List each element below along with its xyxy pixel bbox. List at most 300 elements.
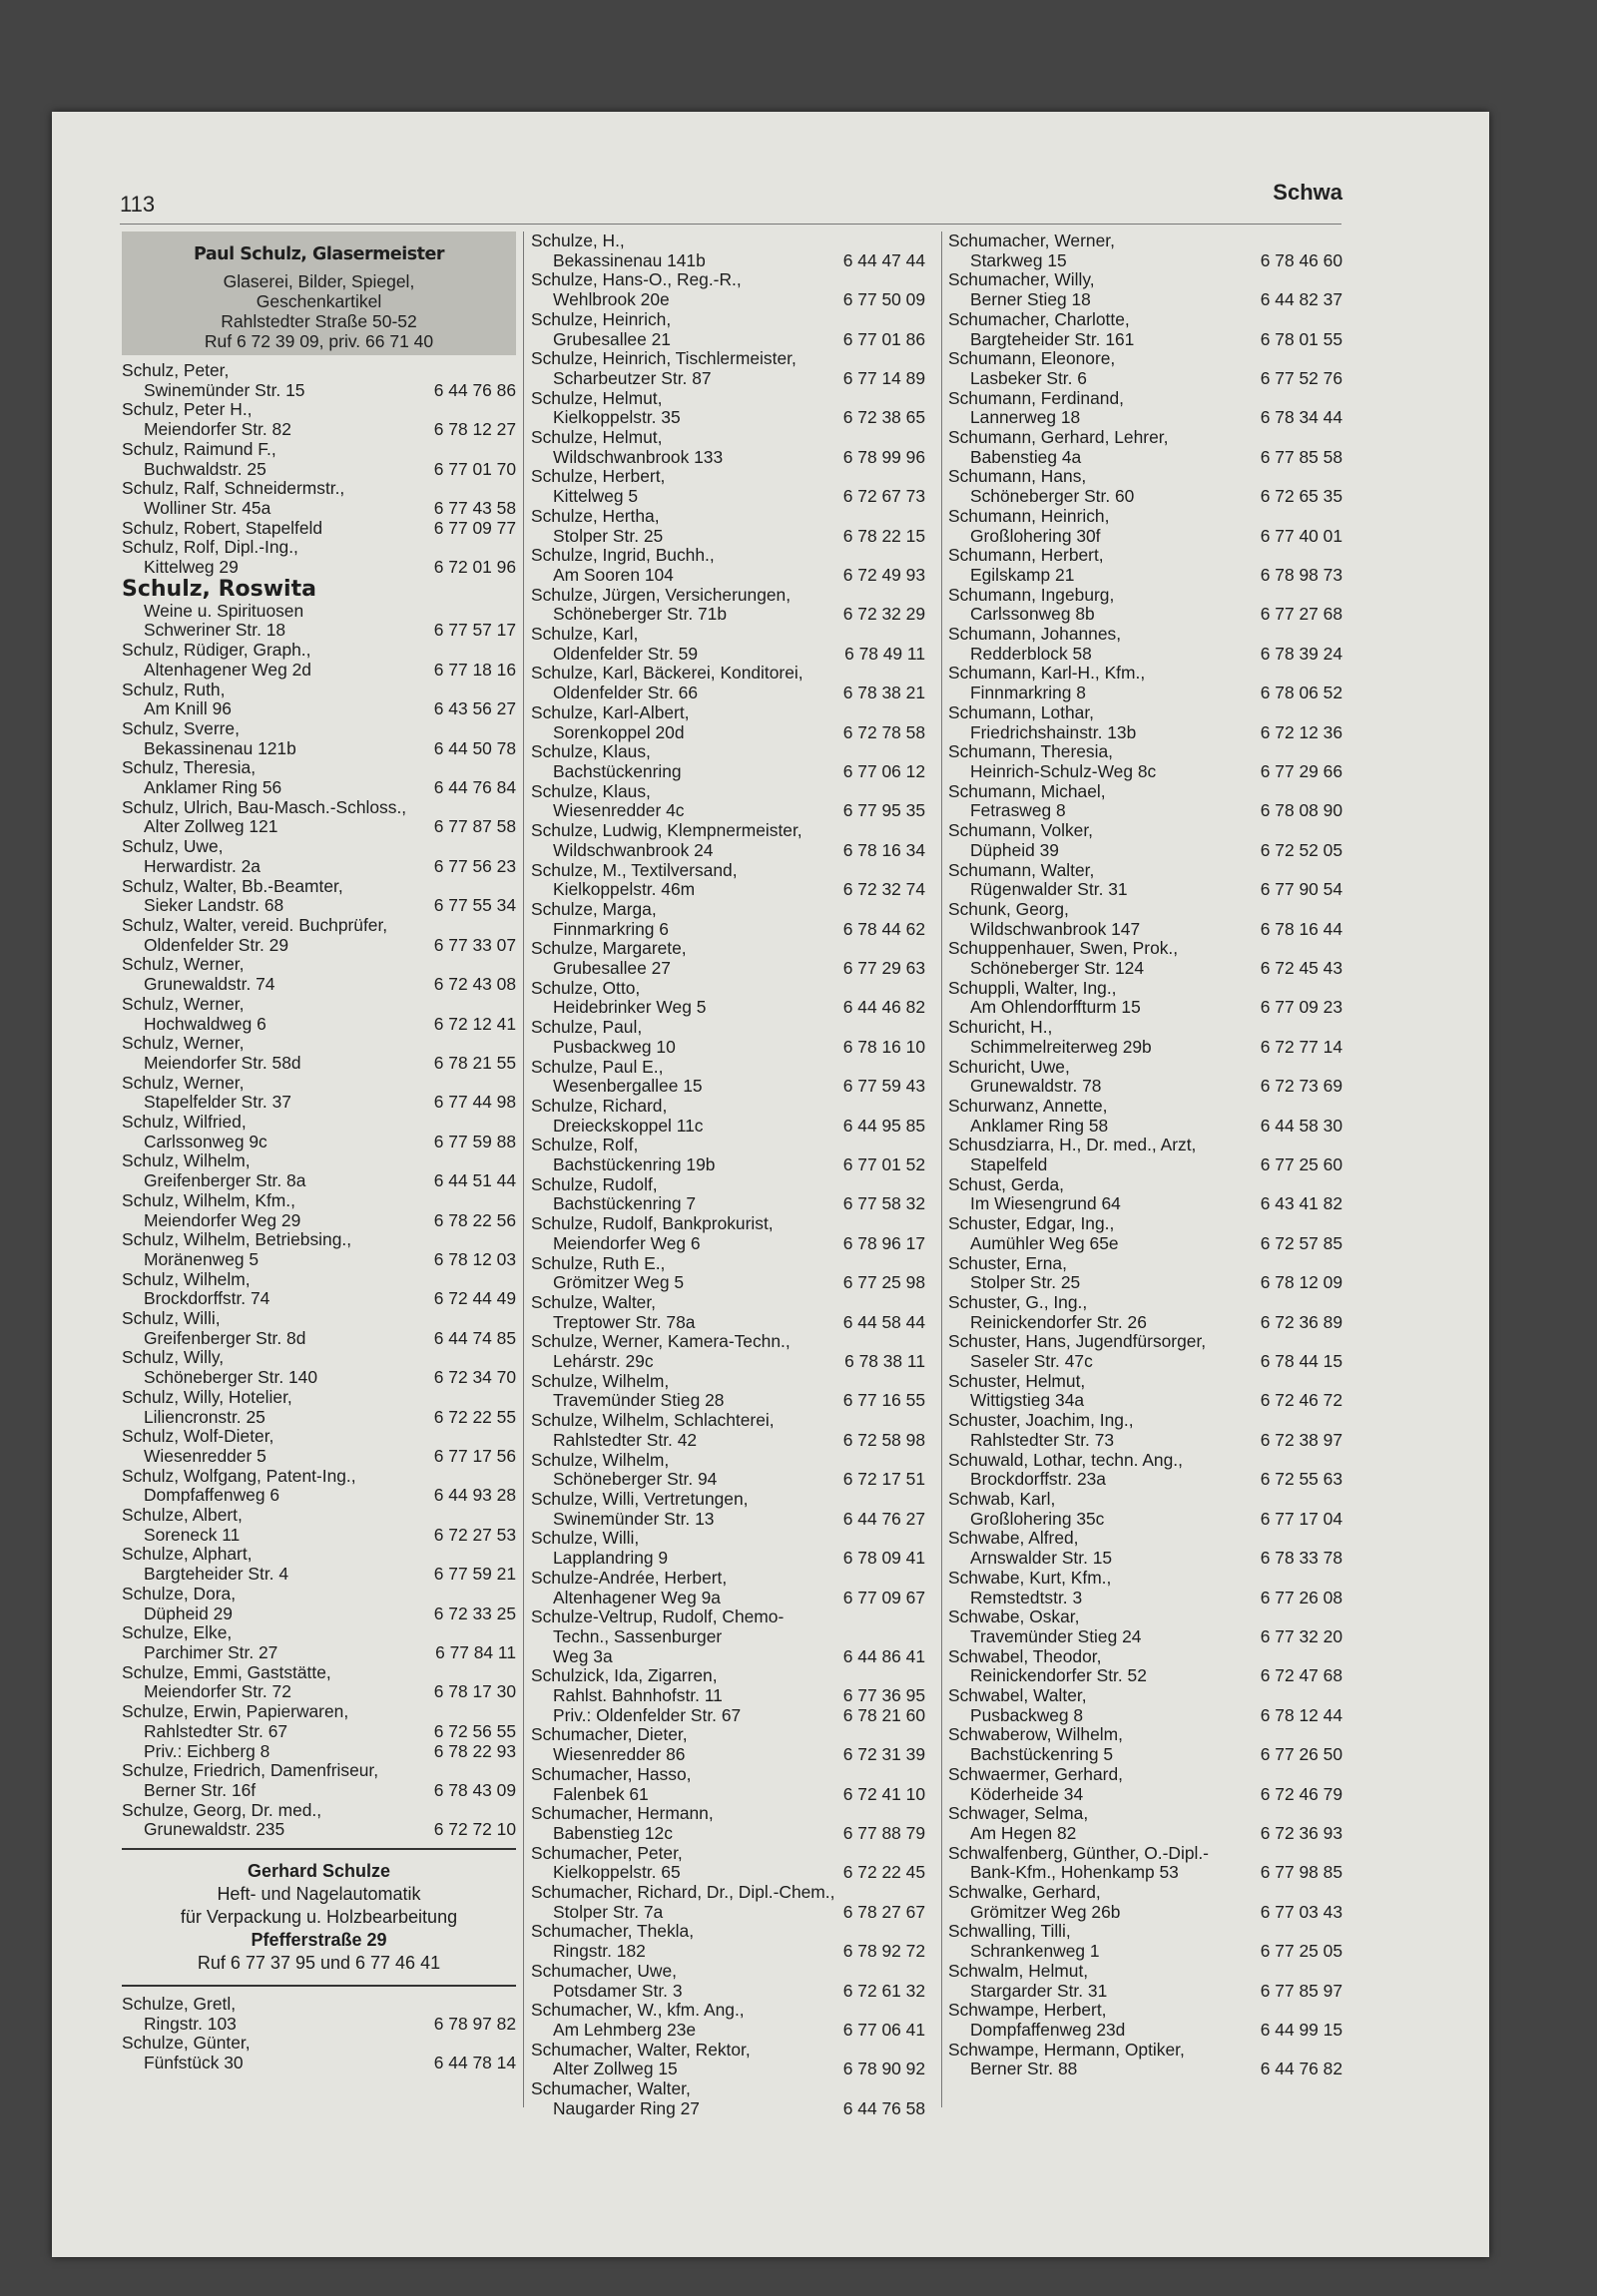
entry-name: Schulze-Veltrup, Rudolf, Chemo- [531, 1607, 785, 1627]
entry-phone: 6 78 21 55 [433, 1052, 516, 1073]
entry-address: Düpheid 29 [144, 1604, 233, 1623]
entry-address: Treptower Str. 78a [553, 1312, 696, 1332]
entry-phone: 6 78 44 15 [1260, 1351, 1342, 1372]
directory-entry [122, 995, 516, 1034]
entry-name: Schulze, H., [531, 231, 625, 250]
entry-phone: 6 72 65 35 [1260, 486, 1342, 507]
entry-name: Schwager, Selma, [948, 1804, 1089, 1824]
entry-name: Schumacher, Werner, [948, 231, 1115, 250]
entry-phone: 6 43 56 27 [433, 698, 516, 719]
entry-address: Kittelweg 5 [553, 487, 639, 507]
entry-name: Schulz, Ralf, Schneidermstr., [122, 479, 345, 499]
entry-phone: 6 72 57 85 [1260, 1232, 1342, 1253]
entry-address: Am Hegen 82 [970, 1823, 1077, 1843]
column-divider [941, 231, 942, 2107]
entry-name: Schulze, Willi, [531, 1529, 640, 1549]
entry-phone: 6 78 33 78 [1260, 1548, 1342, 1569]
entry-name: Schulz, Werner, [122, 1034, 245, 1054]
entry-name: Schulz, Peter H., [122, 400, 253, 420]
directory-entry [531, 625, 925, 664]
entry-phone: 6 72 12 36 [1260, 721, 1342, 742]
column-3 [948, 231, 1342, 2079]
entry-address: Schöneberger Str. 124 [970, 959, 1145, 979]
entry-name: Schumacher, Thekla, [531, 1922, 695, 1942]
entry-phone: 6 77 09 77 [433, 517, 516, 538]
directory-entry [531, 1136, 925, 1174]
entry-phone: 6 77 06 41 [842, 2019, 925, 2040]
entry-address: Reinickendorfer Str. 52 [970, 1666, 1147, 1686]
directory-entry [948, 782, 1342, 821]
ad-line: Glaserei, Bilder, Spiegel, [223, 271, 415, 291]
entry-phone: 6 78 38 21 [842, 683, 925, 703]
entry-phone: 6 44 47 44 [842, 249, 925, 270]
entry-name: Schulze, Georg, Dr. med., [122, 1800, 322, 1820]
directory-entry [948, 1725, 1342, 1764]
entry-phone: 6 77 27 68 [1260, 604, 1342, 625]
entry-name: Schulze, M., Textilversand, [531, 860, 738, 880]
directory-entry [948, 2001, 1342, 2040]
entry-address: Soreneck 11 [144, 1525, 241, 1545]
directory-entry [531, 939, 925, 978]
directory-entry [122, 681, 516, 719]
directory-entry [122, 479, 516, 518]
entry-phone: 6 44 50 78 [433, 737, 516, 758]
entry-phone: 6 77 55 34 [433, 895, 516, 916]
entry-phone: 6 44 76 27 [842, 1508, 925, 1529]
entry-address: Lannerweg 18 [970, 408, 1081, 428]
entry-name: Schuster, Hans, Jugendfürsorger, [948, 1332, 1207, 1352]
entry-name: Schulze, Herbert, [531, 467, 666, 487]
entry-name: Schulz, Uwe, [122, 837, 224, 857]
entry-name: Schulz, Willy, [122, 1348, 225, 1368]
entry-name: Schulze, Hertha, [531, 506, 660, 526]
entry-phone: 6 77 29 63 [842, 958, 925, 979]
entry-name: Schulze, Rolf, [531, 1136, 639, 1155]
entry-phone: 6 44 58 44 [842, 1311, 925, 1332]
directory-entry [948, 231, 1342, 270]
entry-address: Fetrasweg 8 [970, 801, 1066, 821]
entry-address: Großlohering 35c [970, 1509, 1105, 1529]
directory-entry [122, 1427, 516, 1466]
entry-name: Schulz, Walter, Bb.-Beamter, [122, 876, 343, 896]
directory-entry [531, 349, 925, 388]
entry-name: Schulze, Klaus, [531, 742, 651, 762]
entry-address: Wehlbrook 20e [553, 290, 670, 310]
entry-address: Scharbeutzer Str. 87 [553, 368, 712, 388]
entry-phone: 6 77 44 98 [433, 1092, 516, 1113]
directory-entry [531, 1058, 925, 1097]
entry-address: Meiendorfer Str. 82 [144, 420, 291, 440]
entry-phone: 6 78 99 96 [842, 446, 925, 467]
entry-phone: 6 44 46 82 [842, 997, 925, 1018]
directory-entry [122, 1801, 516, 1840]
entry-address: Grömitzer Weg 5 [553, 1273, 685, 1293]
entry-address: Altenhagener Weg 9a [553, 1588, 721, 1607]
entry-phone: 6 72 52 05 [1260, 839, 1342, 860]
entry-name: Schulze, Helmut, [531, 428, 663, 448]
column-1 [122, 231, 516, 2073]
entry-name: Schulze, Karl-Albert, [531, 702, 690, 722]
directory-entry [122, 877, 516, 916]
directory-entry [531, 664, 925, 702]
entry-name: Schumacher, Charlotte, [948, 309, 1130, 329]
entry-phone: 6 77 03 43 [1260, 1901, 1342, 1922]
entry-phone: 6 78 49 11 [844, 643, 925, 664]
entry-phone: 6 72 46 72 [1260, 1390, 1342, 1411]
directory-entry [531, 1254, 925, 1293]
entry-phone: 6 44 74 85 [433, 1327, 516, 1348]
ad-line: für Verpackung u. Holzbearbeitung [180, 1907, 458, 1928]
entry-name: Schulze, Walter, [531, 1292, 657, 1312]
entry-phone: 6 77 09 67 [842, 1587, 925, 1607]
entry-name: Schwalke, Gerhard, [948, 1883, 1101, 1903]
running-head: Schwa [1273, 180, 1342, 205]
entry-name: Schumacher, Willy, [948, 270, 1095, 290]
entry-name: Schulze, Gretl, [122, 1995, 237, 2015]
entry-name: Schulz, Rolf, Dipl.-Ing., [122, 538, 298, 558]
entry-name: Schumann, Volker, [948, 821, 1094, 841]
entry-name: Schumann, Karl-H., Kfm., [948, 664, 1146, 684]
directory-entry [531, 310, 925, 349]
directory-entry [948, 546, 1342, 585]
directory-entry [122, 361, 516, 400]
entry-name: Schumann, Theresia, [948, 742, 1113, 762]
entry-address: Berner Stieg 18 [970, 290, 1091, 310]
entry-address: Arnswalder Str. 15 [970, 1549, 1113, 1569]
entry-name: Schuricht, H., [948, 1018, 1053, 1038]
entry-address: Am Knill 96 [144, 699, 232, 719]
entry-address: Babenstieg 4a [970, 447, 1082, 467]
entry-address: Travemünder Stieg 24 [970, 1626, 1142, 1646]
entry-address: Travemünder Stieg 28 [553, 1391, 725, 1411]
advertisement-box [122, 231, 516, 355]
entry-phone: 6 72 33 25 [433, 1603, 516, 1623]
directory-entry [948, 979, 1342, 1018]
directory-entry [531, 1765, 925, 1804]
entry-phone: 6 78 01 55 [1260, 328, 1342, 349]
entry-address: Bachstückenring [553, 761, 682, 781]
entry-name: Schulze, Karl, [531, 625, 639, 645]
entry-name: Schulzick, Ida, Zigarren, [531, 1666, 718, 1686]
entry-phone: 6 77 26 50 [1260, 1744, 1342, 1765]
entry-name: Schuppenhauer, Swen, Prok., [948, 939, 1179, 959]
directory-entry [948, 1765, 1342, 1804]
entry-address: Wesenbergallee 15 [553, 1077, 703, 1097]
entry-address: Grubesallee 27 [553, 959, 671, 979]
entry-phone: 6 77 40 01 [1260, 525, 1342, 546]
entry-phone: 6 72 27 53 [433, 1524, 516, 1545]
entry-name: Schulz, Wilhelm, [122, 1269, 251, 1289]
directory-entry [531, 1411, 925, 1450]
entry-name: Schulz, Raimund F., [122, 439, 276, 459]
entry-name: Schumann, Herbert, [948, 546, 1104, 566]
entry-phone: 6 72 22 45 [842, 1862, 925, 1883]
entry-address: Rahlstedter Str. 73 [970, 1430, 1115, 1450]
directory-entry [531, 1666, 925, 1725]
entry-name: Schuricht, Uwe, [948, 1057, 1070, 1077]
entry-phone: 6 72 32 29 [842, 604, 925, 625]
entry-address: Wiesenredder 4c [553, 801, 685, 821]
entry-phone: 6 44 95 85 [842, 1115, 925, 1136]
entry-phone: 6 78 16 34 [842, 839, 925, 860]
entry-name: Schulz, Willi, [122, 1309, 221, 1329]
entry-address: Grömitzer Weg 26b [970, 1902, 1121, 1922]
entry-name: Schulze, Elke, [122, 1623, 233, 1643]
entry-address: Ringstr. 103 [144, 2014, 237, 2034]
entry-phone: 6 77 01 86 [842, 328, 925, 349]
entry-name: Schwalfenberg, Günther, O.-Dipl.- [948, 1843, 1209, 1863]
entry-name: Schuster, Erna, [948, 1253, 1067, 1273]
directory-entry [948, 900, 1342, 939]
entry-phone: 6 72 31 39 [842, 1744, 925, 1765]
entry-phone: 6 77 01 70 [433, 458, 516, 479]
entry-address: Grunewaldstr. 235 [144, 1820, 285, 1840]
entry-address: Ringstr. 182 [553, 1942, 646, 1962]
entry-name: Schulz, Sverre, [122, 718, 240, 738]
directory-entry [948, 310, 1342, 349]
entry-name: Schusdziarra, H., Dr. med., Arzt, [948, 1136, 1197, 1155]
directory-entry [531, 1962, 925, 2001]
entry-address: Sorenkoppel 20d [553, 722, 685, 742]
entry-address: Lapplandring 9 [553, 1549, 669, 1569]
directory-entry [531, 1569, 925, 1607]
entry-name: Schumacher, Hasso, [531, 1764, 692, 1784]
entry-address: Rahlstedter Str. 67 [144, 1721, 288, 1741]
entry-phone: 6 77 33 07 [433, 934, 516, 955]
entry-address: Moränenweg 5 [144, 1249, 260, 1269]
entry-phone: 6 44 51 44 [433, 1170, 516, 1191]
entry-phone: 6 77 06 12 [842, 760, 925, 781]
entry-address: Rahlst. Bahnhofstr. 11 [553, 1686, 723, 1706]
page-number: 113 [120, 192, 156, 217]
entry-phone: 6 72 36 89 [1260, 1311, 1342, 1332]
entry-address: Heinrich-Schulz-Weg 8c [970, 761, 1157, 781]
entry-phone: 6 77 01 52 [842, 1154, 925, 1175]
entry-name: Schumacher, Walter, Rektor, [531, 2040, 751, 2060]
directory-entry [531, 231, 925, 270]
directory-entry [122, 1074, 516, 1113]
directory-entry [948, 1451, 1342, 1490]
entry-address: Schöneberger Str. 60 [970, 487, 1135, 507]
entry-phone: 6 44 82 37 [1260, 289, 1342, 310]
entry-phone: 6 77 25 05 [1260, 1941, 1342, 1962]
entry-phone: 6 72 47 68 [1260, 1665, 1342, 1686]
entry-address: Rahlstedter Str. 42 [553, 1430, 698, 1450]
entry-address: Schöneberger Str. 140 [144, 1368, 318, 1388]
entry-phone: 6 78 12 44 [1260, 1704, 1342, 1725]
entry-address: Swinemünder Str. 13 [553, 1509, 715, 1529]
directory-entry [122, 1545, 516, 1584]
entry-address: Egilskamp 21 [970, 565, 1075, 585]
entry-phone: 6 78 22 56 [433, 1209, 516, 1230]
directory-entry [531, 2041, 925, 2079]
entry-address: Babenstieg 12c [553, 1823, 673, 1843]
directory-entry [122, 1995, 516, 2034]
entry-phone: 6 78 39 24 [1260, 643, 1342, 664]
ad-name: Gerhard Schulze [247, 1861, 391, 1882]
directory-entry [531, 507, 925, 546]
directory-entry [531, 703, 925, 742]
entry-address: Starkweg 15 [970, 250, 1067, 270]
entry-phone: 6 78 08 90 [1260, 800, 1342, 821]
directory-entry [531, 821, 925, 860]
entry-phone: 6 77 14 89 [842, 367, 925, 388]
entry-name: Schulze, Richard, [531, 1096, 668, 1116]
entry-address: Buchwaldstr. 25 [144, 459, 266, 479]
entry-list [122, 1995, 516, 2073]
entry-list [122, 361, 516, 578]
entry-name: Schulz, Rüdiger, Graph., [122, 641, 311, 661]
entry-address: Anklamer Ring 58 [970, 1116, 1109, 1136]
entry-address: Schweriner Str. 18 [144, 621, 286, 641]
entry-address: Wiesenredder 5 [144, 1446, 266, 1466]
directory-entry [948, 2041, 1342, 2079]
directory-entry [531, 1922, 925, 1961]
directory-entry [531, 861, 925, 900]
entry-phone: 6 78 06 52 [1260, 683, 1342, 703]
entry-name: Schwaermer, Gerhard, [948, 1764, 1123, 1784]
directory-entry [122, 719, 516, 758]
directory-entry [531, 1529, 925, 1568]
entry-name: Schulz, Wilhelm, Betriebsing., [122, 1230, 352, 1250]
entry-address: Anklamer Ring 56 [144, 778, 282, 798]
column-2 [531, 231, 925, 2119]
entry-name: Schulz, Peter, [122, 361, 230, 380]
directory-entry [122, 440, 516, 479]
directory-entry [948, 349, 1342, 388]
entry-name: Schulz, Wolfgang, Patent-Ing., [122, 1466, 356, 1486]
entry-name: Schulze, Heinrich, Tischlermeister, [531, 349, 797, 369]
entry-address: Grunewaldstr. 78 [970, 1077, 1102, 1097]
entry-name: Schulz, Walter, vereid. Buchprüfer, [122, 915, 388, 935]
entry-name: Schulz, Werner, [122, 1073, 245, 1093]
directory-entry [948, 1804, 1342, 1843]
entry-phone: 6 44 76 86 [433, 379, 516, 400]
entry-name: Schulze, Werner, Kamera-Techn., [531, 1332, 791, 1352]
entry-address: Fünfstück 30 [144, 2054, 244, 2073]
entry-address: Rügenwalder Str. 31 [970, 880, 1128, 900]
entry-name: Schwalling, Tilli, [948, 1922, 1071, 1942]
entry-address: Greifenberger Str. 8d [144, 1328, 306, 1348]
entry-phone: 6 77 90 54 [1260, 879, 1342, 900]
entry-phone: 6 72 49 93 [842, 564, 925, 585]
entry-phone: 6 78 96 17 [842, 1232, 925, 1253]
entry-name: Schulz, Roswita [122, 577, 316, 602]
entry-address: Stolper Str. 25 [553, 526, 664, 546]
directory-entry [531, 1175, 925, 1214]
entry-address: Reinickendorfer Str. 26 [970, 1312, 1147, 1332]
entry-address: Hochwaldweg 6 [144, 1014, 266, 1034]
entry-phone: 6 44 76 84 [433, 777, 516, 798]
entry-name: Schulz, Ulrich, Bau-Masch.-Schloss., [122, 797, 407, 817]
entry-name: Schulze, Ludwig, Klempnermeister, [531, 821, 802, 841]
directory-entry [531, 1451, 925, 1490]
entry-address: Kielkoppelstr. 46m [553, 880, 696, 900]
entry-name: Schwabel, Walter, [948, 1686, 1087, 1706]
entry-name: Schulz, Werner, [122, 994, 245, 1014]
entry-name: Schumacher, Dieter, [531, 1725, 688, 1745]
entry-name: Schwabe, Alfred, [948, 1529, 1079, 1549]
entry-name: Schumacher, Hermann, [531, 1804, 714, 1824]
entry-name: Schulze, Heinrich, [531, 309, 672, 329]
entry-name: Schulze, Klaus, [531, 781, 651, 801]
directory-entry [948, 1018, 1342, 1057]
entry-phone: 6 44 99 15 [1260, 2019, 1342, 2040]
entry-address: Grunewaldstr. 74 [144, 975, 275, 995]
entry-phone: 6 72 38 65 [842, 407, 925, 428]
entry-address: Heidebrinker Weg 5 [553, 998, 707, 1018]
entry-phone: 6 77 95 35 [842, 800, 925, 821]
directory-entry [122, 1309, 516, 1348]
entry-address: Pusbackweg 10 [553, 1037, 676, 1057]
directory-entry [948, 625, 1342, 664]
directory-entry [948, 1097, 1342, 1136]
directory-entry [122, 1761, 516, 1800]
directory-entry [948, 1844, 1342, 1883]
entry-phone: 6 72 72 10 [433, 1819, 516, 1840]
entry-phone: 6 78 38 11 [844, 1351, 925, 1372]
directory-entry [122, 1702, 516, 1761]
entry-phone: 6 72 17 51 [842, 1469, 925, 1490]
entry-phone: 6 72 55 63 [1260, 1469, 1342, 1490]
entry-list [531, 231, 925, 2119]
entry-address: Weg 3a [553, 1646, 613, 1666]
entry-address: Stolper Str. 25 [970, 1273, 1081, 1293]
entry-address: Priv.: Oldenfelder Str. 67 [553, 1705, 742, 1725]
entry-address: Saseler Str. 47c [970, 1352, 1093, 1372]
entry-address: Bachstückenring 19b [553, 1155, 716, 1175]
entry-address: Remstedtstr. 3 [970, 1588, 1083, 1607]
directory-entry [531, 900, 925, 939]
entry-line: Weine u. Spirituosen [144, 601, 304, 621]
directory-entry [122, 1191, 516, 1230]
directory-entry [948, 1293, 1342, 1332]
entry-name: Schulze, Jürgen, Versicherungen, [531, 585, 792, 605]
directory-entry [122, 916, 516, 955]
entry-address: Friedrichshainstr. 13b [970, 722, 1137, 742]
entry-phone: 6 78 21 60 [842, 1704, 925, 1725]
directory-entry [122, 758, 516, 797]
entry-phone: 6 78 22 93 [433, 1740, 516, 1761]
entry-phone: 6 77 26 08 [1260, 1587, 1342, 1607]
entry-address: Oldenfelder Str. 29 [144, 935, 289, 955]
entry-address: Falenbek 61 [553, 1784, 649, 1804]
entry-phone: 6 78 98 73 [1260, 564, 1342, 585]
entry-name: Schulze, Rudolf, Bankprokurist, [531, 1214, 774, 1234]
entry-phone: 6 77 84 11 [435, 1642, 516, 1662]
entry-name: Schumann, Ingeburg, [948, 585, 1115, 605]
directory-entry [948, 821, 1342, 860]
entry-phone: 6 78 34 44 [1260, 407, 1342, 428]
entry-name: Schulze, Dora, [122, 1584, 237, 1604]
entry-phone: 6 77 32 20 [1260, 1625, 1342, 1646]
entry-name: Schulz, Willy, Hotelier, [122, 1387, 292, 1407]
directory-entry [948, 1607, 1342, 1646]
entry-address: Priv.: Eichberg 8 [144, 1741, 270, 1761]
entry-name: Schumacher, Uwe, [531, 1961, 677, 1981]
directory-entry [122, 1467, 516, 1506]
entry-address: Am Lehmberg 23e [553, 2020, 697, 2040]
entry-address: Alter Zollweg 121 [144, 817, 278, 837]
directory-entry [948, 428, 1342, 467]
directory-entry [531, 1883, 925, 1922]
directory-entry [122, 1506, 516, 1545]
entry-phone: 6 72 58 98 [842, 1429, 925, 1450]
entry-phone: 6 78 16 44 [1260, 918, 1342, 939]
entry-address: Meiendorfer Weg 29 [144, 1210, 301, 1230]
entry-phone: 6 77 17 56 [433, 1445, 516, 1466]
directory-entry [948, 939, 1342, 978]
